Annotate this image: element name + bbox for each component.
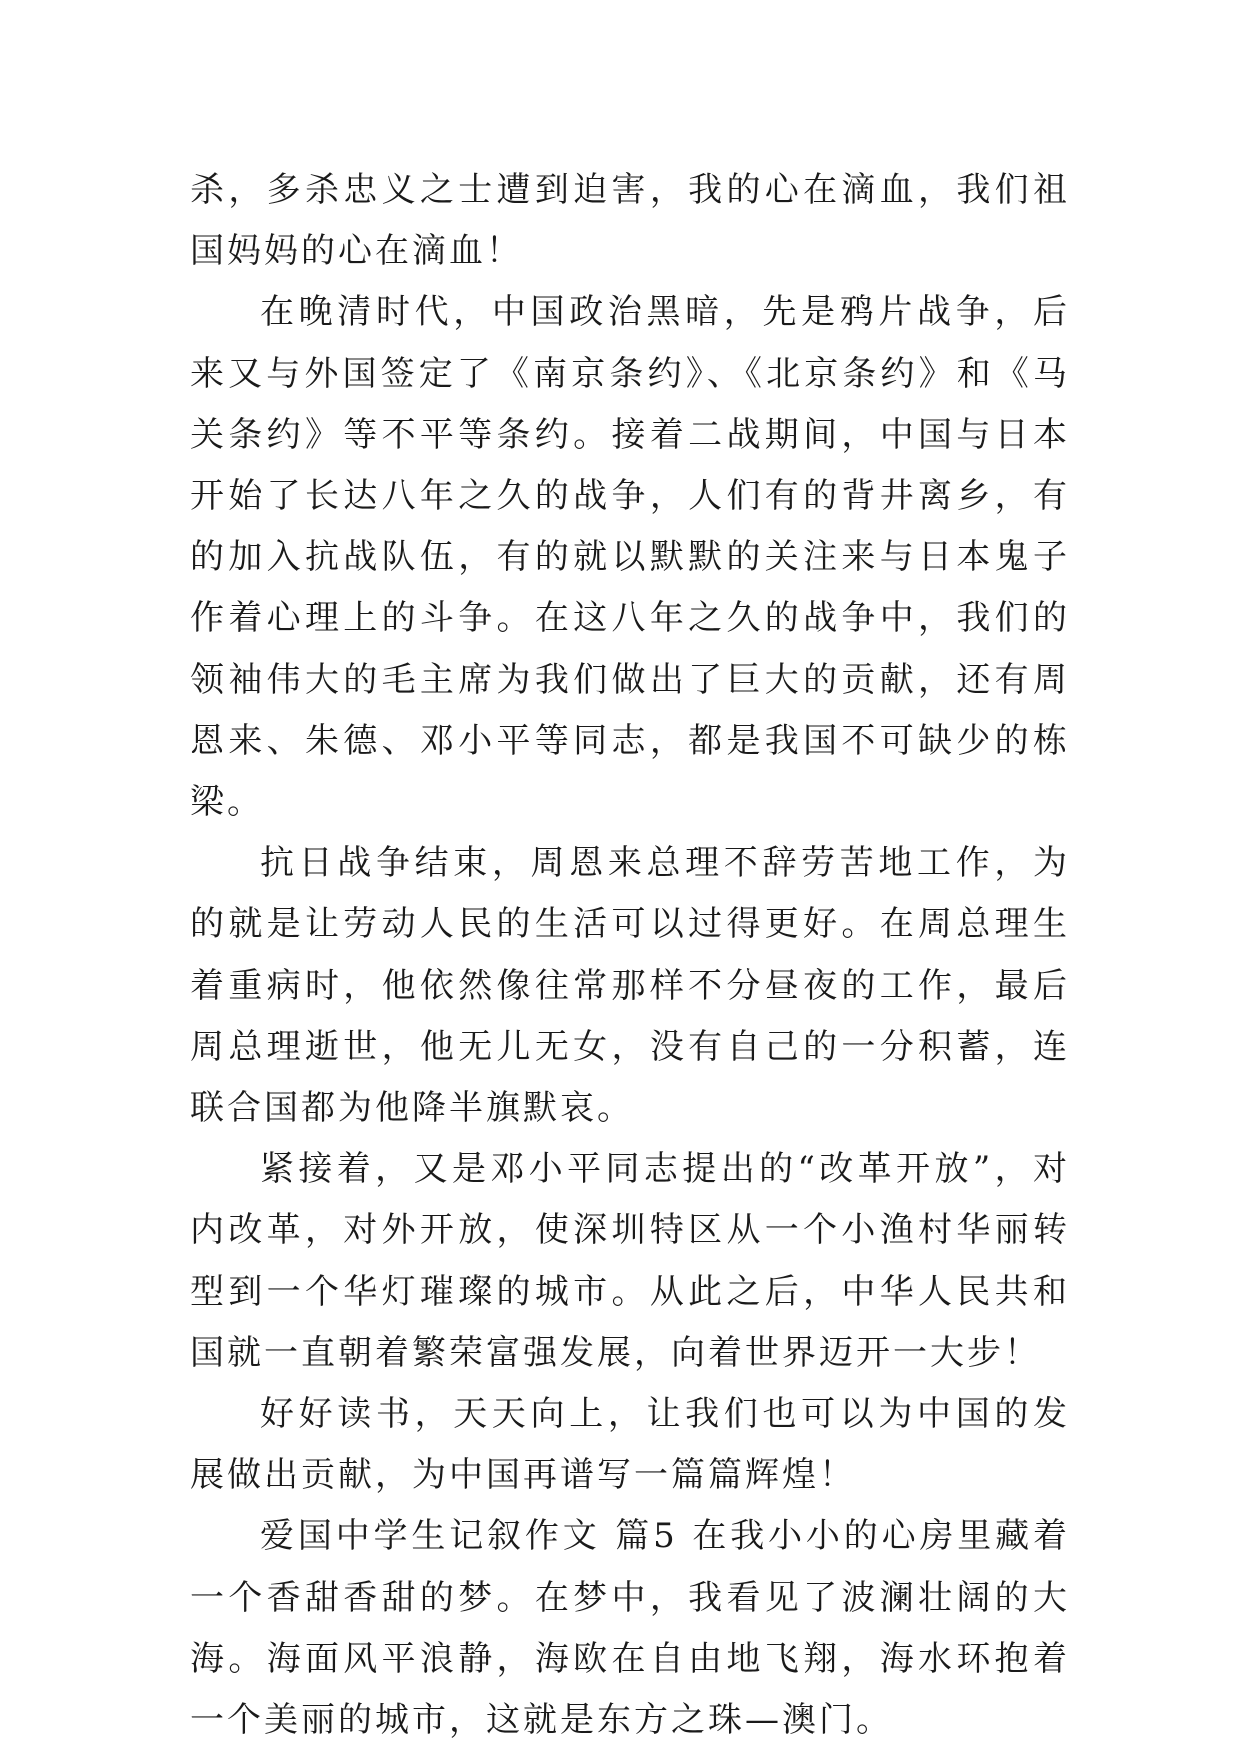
paragraph-2: 在晚清时代，中国政治黑暗，先是鸦片战争，后来又与外国签定了《南京条约》、《北京条约》和《马关条约》等不平等条约。接着二战期间，中国与日本开始了长达八年之久的战争，人们有的背井离乡，有的加入抗战队伍，有的就以默默的关注来与日本鬼子作着心理上的斗争。在这八年之久的战争中，我们的领袖伟大的毛主席为我们做出了巨大的贡献，还有周恩来、朱德、邓小平等同志，都是我国不可缺少的栋梁。 — [190, 292, 1070, 823]
essay-body — [190, 160, 1070, 1751]
paragraph-3: 抗日战争结束，周恩来总理不辞劳苦地工作，为的就是让劳动人民的生活可以过得更好。在周总理生着重病时，他依然像往常那样不分昼夜的工作，最后周总理逝世，他无儿无女，没有自己的一分积蓄，连联合国都为他降半旗默哀。 — [190, 843, 1070, 1129]
paragraph-1: 杀，多杀忠义之士遭到迫害，我的心在滴血，我们祖国妈妈的心在滴血！ — [190, 170, 1070, 272]
paragraph-5: 好好读书，天天向上，让我们也可以为中国的发展做出贡献，为中国再谱写一篇篇辉煌！ — [190, 1394, 1070, 1496]
paragraph-6: 爱国中学生记叙作文 篇5 在我小小的心房里藏着一个香甜香甜的梦。在梦中，我看见了波澜壮阔的大海。海面风平浪静，海欧在自由地飞翔，海水环抱着一个美丽的城市，这就是东方之珠—澳门。 — [190, 1516, 1070, 1741]
paragraph-4: 紧接着，又是邓小平同志提出的“改革开放”，对内改革，对外开放，使深圳特区从一个小渔村华丽转型到一个华灯璀璨的城市。从此之后，中华人民共和国就一直朝着繁荣富强发展，向着世界迈开一大步！ — [190, 1149, 1070, 1373]
